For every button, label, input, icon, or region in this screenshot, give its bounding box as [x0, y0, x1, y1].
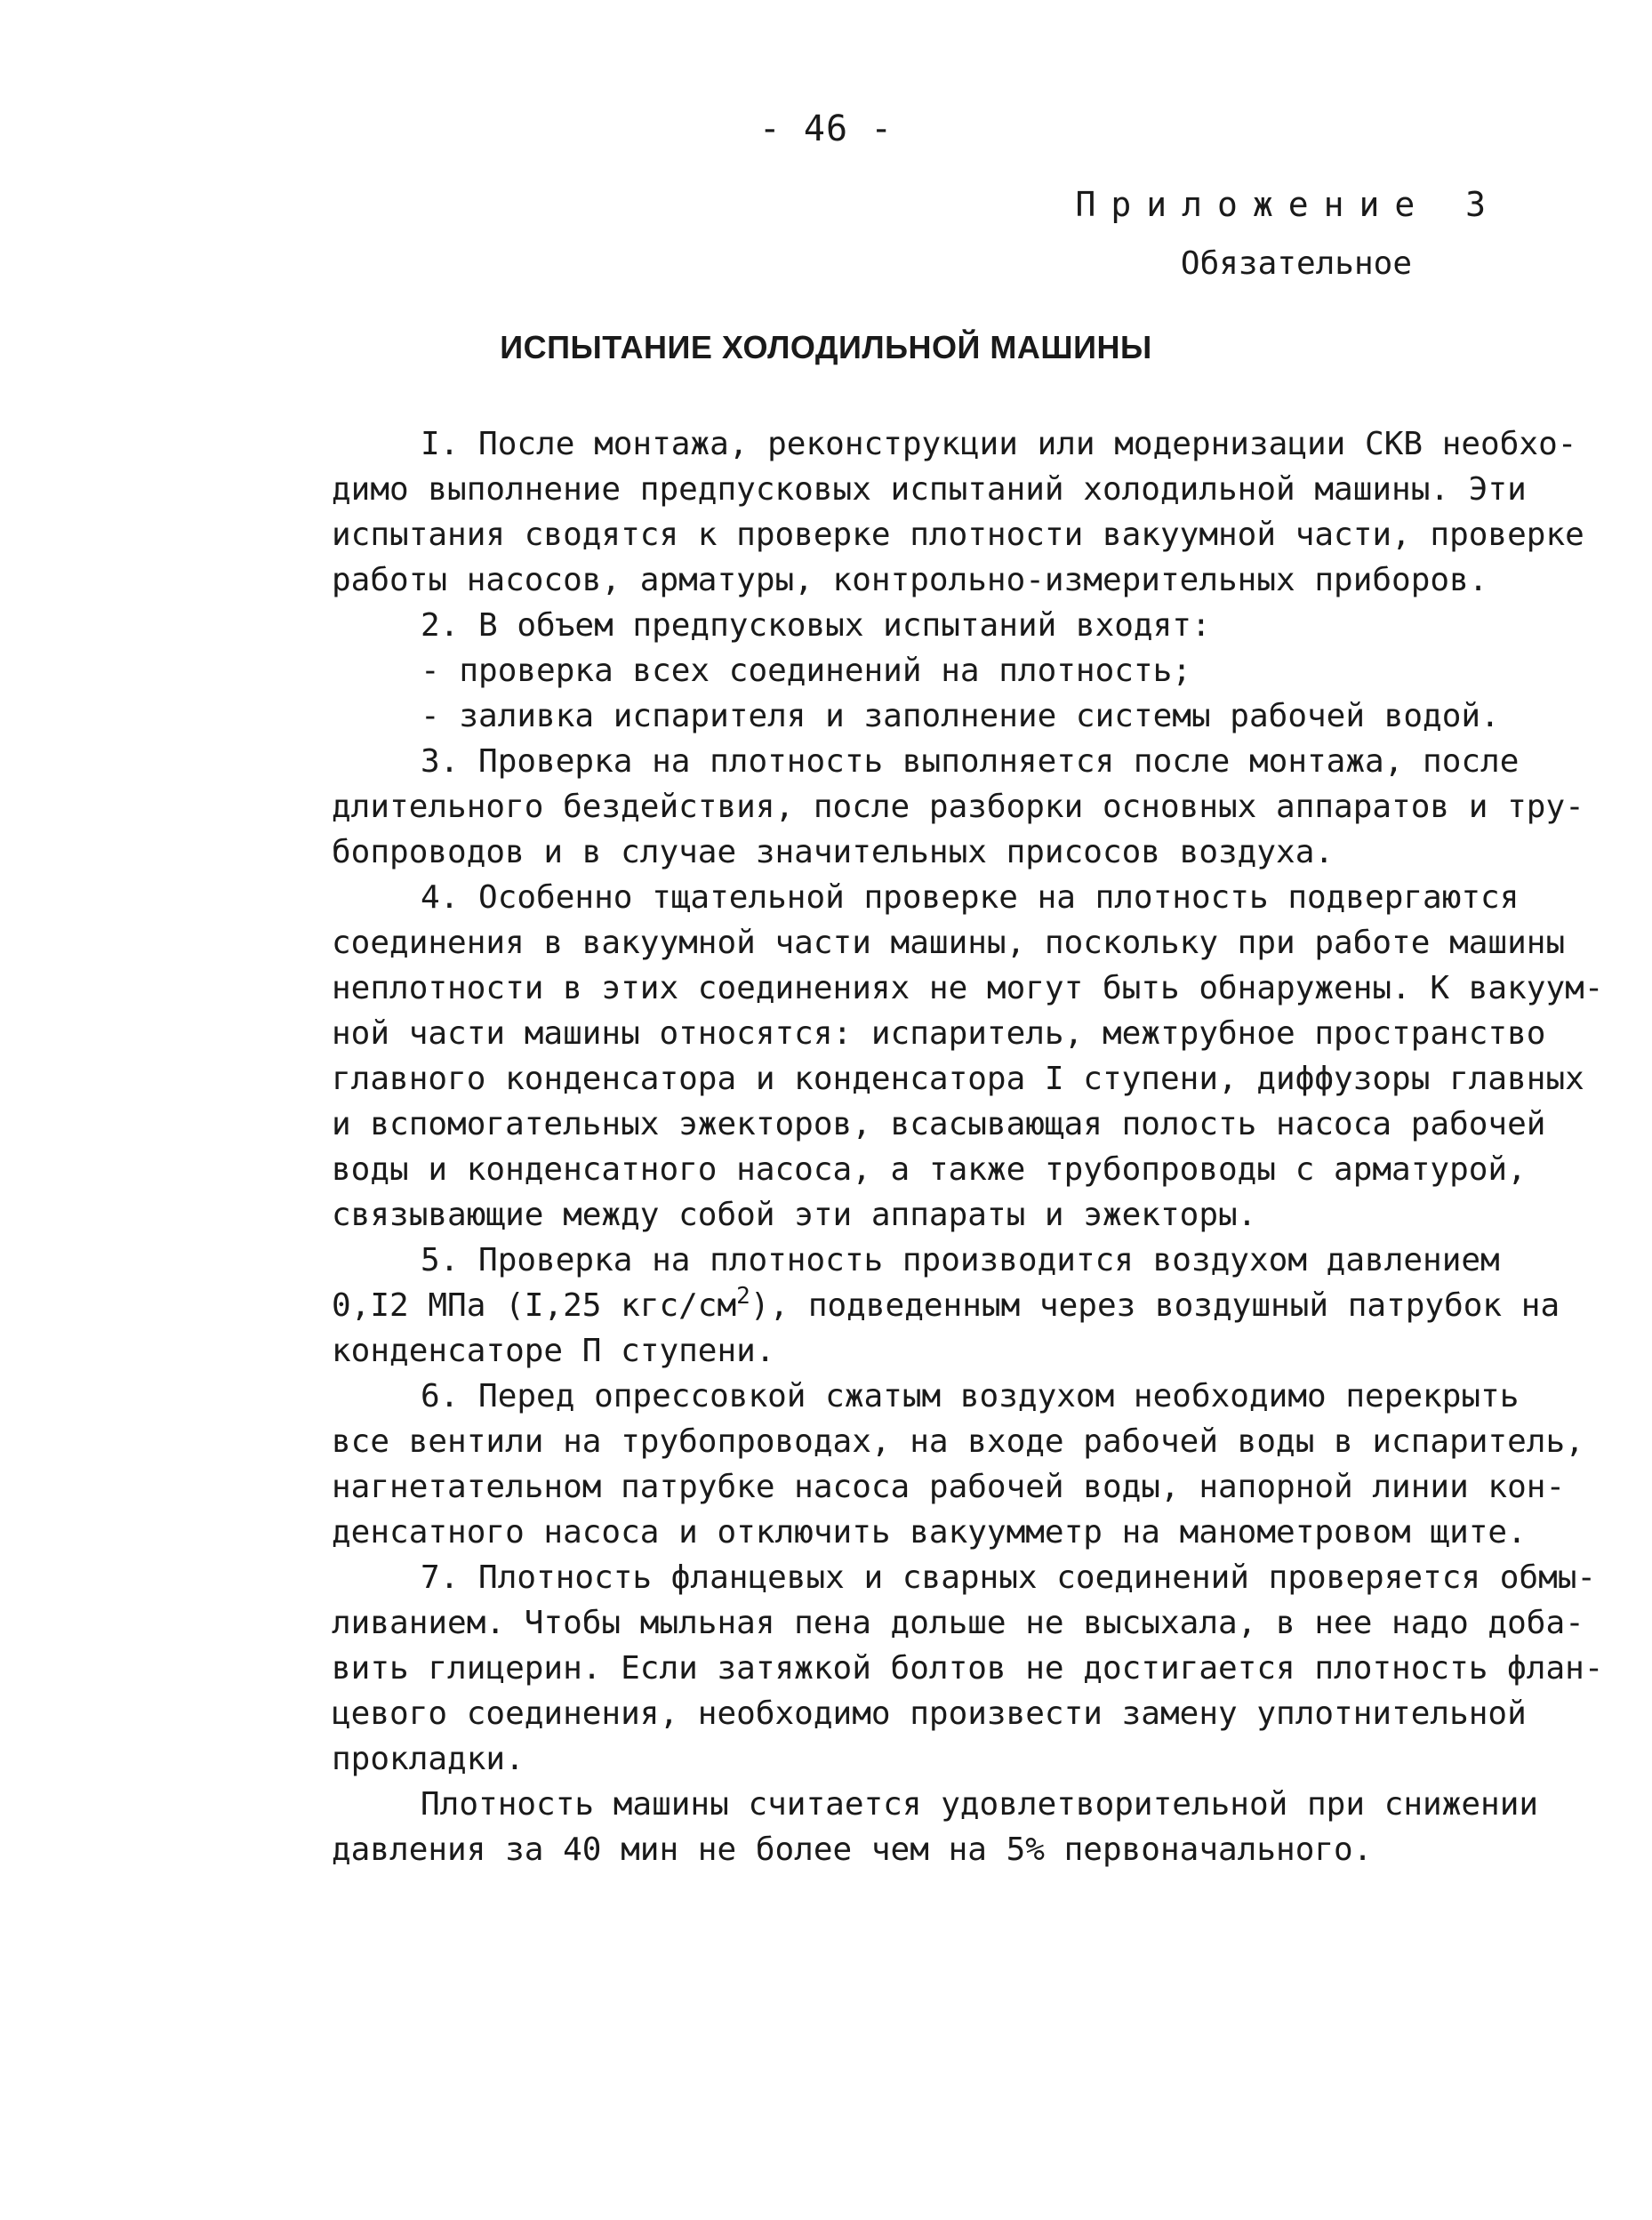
text-line: прокладки.: [332, 1741, 525, 1777]
text-line-with-superscript: [332, 1283, 1560, 1328]
text-segment: ), подведенным через воздушный патрубок на: [750, 1287, 1560, 1324]
text-line: 5. Проверка на плотность производится воздухом давлением: [421, 1242, 1500, 1278]
text-line: давления за 40 мин не более чем на 5% первоначального.: [332, 1831, 1373, 1868]
appendix-status: Обязательное: [1180, 245, 1412, 282]
text-line: 3. Проверка на плотность выполняется после монтажа, после: [421, 743, 1520, 780]
text-line: соединения в вакуумной части машины, поскольку при работе машины: [332, 925, 1566, 961]
superscript: 2: [736, 1283, 750, 1310]
text-line: длительного бездействия, после разборки основных аппаратов и тру-: [332, 789, 1584, 825]
document-body: [332, 421, 1604, 1872]
text-line: - заливка испарителя и заполнение системы рабочей водой.: [421, 698, 1500, 734]
text-line: денсатного насоса и отключить вакуумметр на манометровом щите.: [332, 1514, 1527, 1551]
text-line: испытания сводятся к проверке плотности вакуумной части, проверке: [332, 517, 1584, 553]
text-line: воды и конденсатного насоса, а также трубопроводы с арматурой,: [332, 1151, 1527, 1188]
text-line: - проверка всех соединений на плотность;: [421, 653, 1191, 689]
text-line: нагнетательном патрубке насоса рабочей воды, напорной линии кон-: [332, 1469, 1566, 1505]
page-number: - 46 -: [758, 108, 894, 149]
text-line: 2. В объем предпусковых испытаний входят:: [421, 607, 1211, 644]
text-line: конденсаторе П ступени.: [332, 1333, 775, 1369]
text-line: бопроводов и в случае значительных присосов воздуха.: [332, 834, 1335, 870]
text-line: связывающие между собой эти аппараты и эжекторы.: [332, 1197, 1257, 1233]
text-line: 7. Плотность фланцевых и сварных соединений проверяется обмы-: [421, 1559, 1597, 1596]
document-title: ИСПЫТАНИЕ ХОЛОДИЛЬНОЙ МАШИНЫ: [500, 329, 1152, 365]
text-line: ливанием. Чтобы мыльная пена дольше не высыхала, в нее надо доба-: [332, 1605, 1584, 1641]
text-line: 6. Перед опрессовкой сжатым воздухом необходимо перекрыть: [421, 1378, 1520, 1415]
text-line: все вентили на трубопроводах, на входе рабочей воды в испаритель,: [332, 1423, 1584, 1460]
text-line: и вспомогательных эжекторов, всасывающая полость насоса рабочей: [332, 1106, 1546, 1142]
text-line: Плотность машины считается удовлетворительной при снижении: [421, 1786, 1539, 1823]
text-line: вить глицерин. Если затяжкой болтов не достигается плотность флан-: [332, 1650, 1604, 1687]
text-line: 4. Особенно тщательной проверке на плотность подвергаются: [421, 879, 1520, 916]
text-line: димо выполнение предпусковых испытаний холодильной машины. Эти: [332, 471, 1527, 508]
text-line: неплотности в этих соединениях не могут быть обнаружены. К вакуум-: [332, 970, 1604, 1006]
appendix-label: Приложение 3: [1075, 185, 1501, 224]
text-line: I. После монтажа, реконструкции или модернизации СКВ необхо-: [421, 426, 1577, 462]
text-line: цевого соединения, необходимо произвести замену уплотнительной: [332, 1695, 1527, 1732]
text-segment: 0,I2 МПа (I,25 кгс/см: [332, 1287, 737, 1324]
text-line: главного конденсатора и конденсатора I ступени, диффузоры главных: [332, 1061, 1584, 1097]
text-line: ной части машины относятся: испаритель, межтрубное пространство: [332, 1015, 1546, 1052]
text-line: работы насосов, арматуры, контрольно-измерительных приборов.: [332, 562, 1488, 598]
